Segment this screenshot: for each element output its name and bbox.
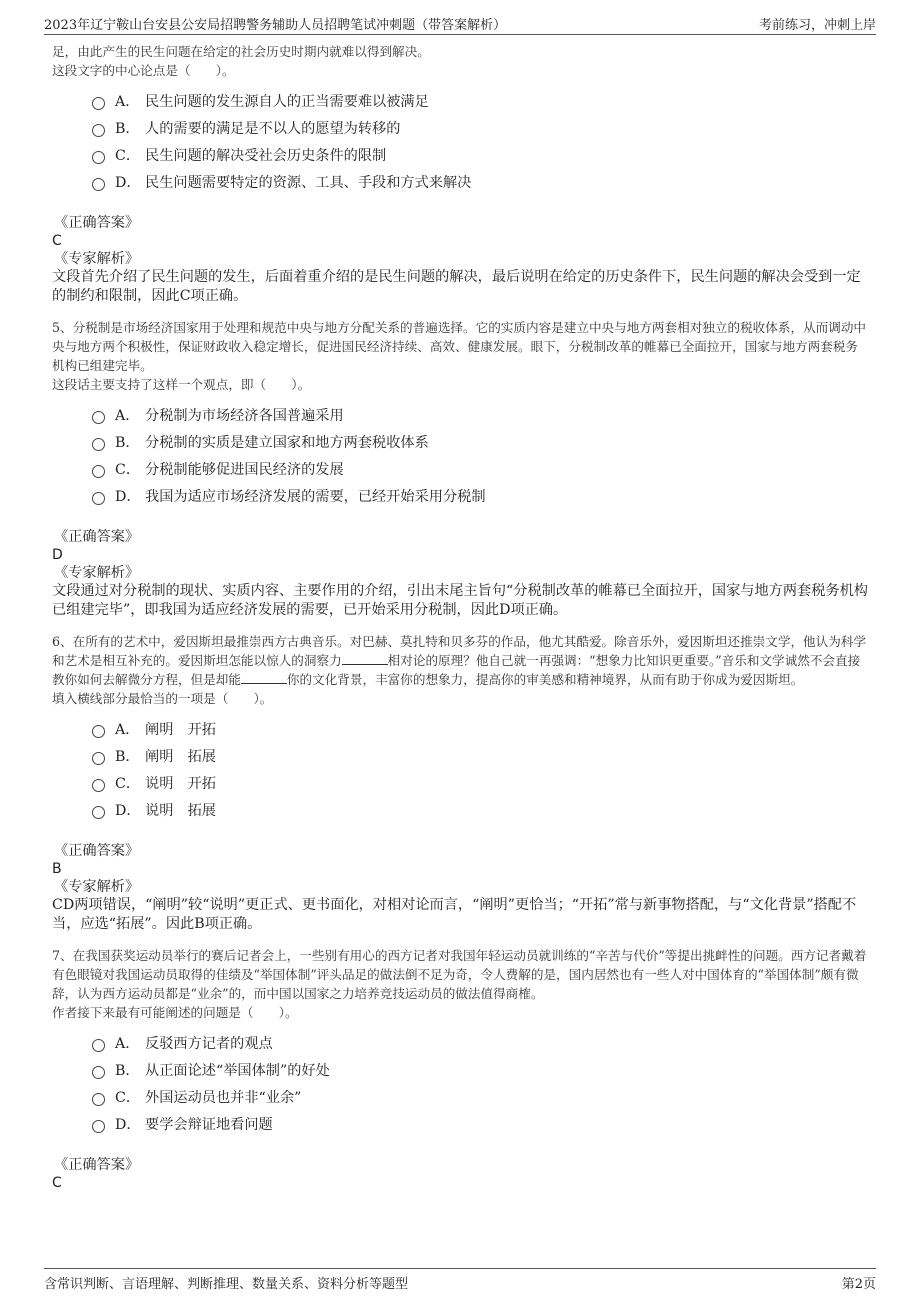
- radio-icon[interactable]: [92, 465, 105, 478]
- option-text: 外国运动员也并非“业余”: [145, 1089, 302, 1106]
- correct-answer-value: B: [52, 861, 62, 877]
- option-text: 说明 开拓: [145, 775, 216, 792]
- question-4-option-c[interactable]: [92, 141, 868, 168]
- document-title: 2023年辽宁鞍山台安县公安局招聘警务辅助人员招聘笔试冲刺题（带答案解析）: [44, 17, 507, 33]
- question-7-stem: 7、在我国获奖运动员举行的赛后记者会上，一些别有用心的西方记者对我国年轻运动员就训练的“辛苦与代价”等提出挑衅性的问题。西方记者戴着有色眼镜对我国运动员取得的佳绩及“举国体制”评头品足的做法倒不足为奇，令人费解的是，国内居然也有一些人对中国体育的“举国体制”颇有微辞，认为西方运动员都是“业余”的，而中国以国家之力培养竞技运动员的做法值得商榷。: [52, 948, 867, 1001]
- question-6: [52, 632, 868, 934]
- option-text: 民生问题的发生源自人的正当需要难以被满足: [145, 93, 429, 110]
- question-6-answer-block: [52, 842, 868, 934]
- expert-analysis-text: 文段通过对分税制的现状、实质内容、主要作用的介绍，引出末尾主旨句“分税制改革的帷幕已全面拉开，国家与地方两套税务机构已组建完毕”，即我国为适应经济发展的需要，已开始采用分税制，因此D项正确。: [52, 583, 868, 618]
- option-letter: C．: [115, 1089, 141, 1106]
- fill-blank-1: [342, 653, 388, 665]
- option-text: 民生问题的解决受社会历史条件的限制: [145, 147, 387, 164]
- question-4-prompt: 这段文字的中心论点是（ ）。: [52, 63, 235, 78]
- radio-icon[interactable]: [92, 725, 105, 738]
- option-text: 从正面论述“举国体制”的好处: [145, 1062, 330, 1079]
- option-letter: D．: [115, 1116, 141, 1133]
- question-7-option-d[interactable]: [92, 1110, 868, 1137]
- question-7-option-a[interactable]: [92, 1029, 868, 1056]
- question-4-option-b[interactable]: [92, 114, 868, 141]
- option-text: 民生问题需要特定的资源、工具、手段和方式来解决: [145, 174, 472, 191]
- expert-analysis-label: 《专家解析》: [54, 879, 140, 895]
- question-5-answer-block: [52, 528, 868, 620]
- footer-note: 含常识判断、言语理解、判断推理、数量关系、资料分析等题型: [44, 1276, 409, 1292]
- radio-icon[interactable]: [92, 492, 105, 505]
- option-letter: D．: [115, 488, 141, 505]
- option-text: 分税制为市场经济各国普遍采用: [145, 407, 344, 424]
- option-letter: B．: [115, 120, 140, 137]
- radio-icon[interactable]: [92, 411, 105, 424]
- question-5-option-d[interactable]: [92, 482, 868, 509]
- question-6-option-c[interactable]: [92, 769, 868, 796]
- expert-analysis-label: 《专家解析》: [54, 565, 140, 581]
- question-7-option-b[interactable]: [92, 1056, 868, 1083]
- question-4-option-a[interactable]: [92, 87, 868, 114]
- expert-analysis-text: 文段首先介绍了民生问题的发生，后面着重介绍的是民生问题的解决，最后说明在给定的历史条件下，民生问题的解决会受到一定的制约和限制，因此C项正确。: [52, 269, 861, 304]
- radio-icon[interactable]: [92, 752, 105, 765]
- question-6-options: [92, 715, 868, 823]
- radio-icon[interactable]: [92, 438, 105, 451]
- question-4-options: [92, 87, 868, 195]
- stem-part-2: 相对论的原理？他自己就一再强调：“想象力比知识更重要。”音乐和文学诚然不会直接教你如何去解微分方程，但是却能: [52, 653, 861, 687]
- question-7: [52, 946, 868, 1192]
- fill-blank-2: [241, 672, 287, 684]
- option-letter: B．: [115, 1062, 140, 1079]
- option-text: 阐明 开拓: [145, 721, 216, 738]
- question-4-answer-block: [52, 214, 868, 306]
- radio-icon[interactable]: [92, 1120, 105, 1133]
- question-5-option-a[interactable]: [92, 401, 868, 428]
- question-7-option-c[interactable]: [92, 1083, 868, 1110]
- question-4: [52, 42, 868, 306]
- option-letter: C．: [115, 461, 141, 478]
- question-6-option-a[interactable]: [92, 715, 868, 742]
- header-slogan: 考前练习，冲刺上岸: [758, 17, 876, 33]
- correct-answer-value: C: [52, 1175, 62, 1191]
- question-6-prompt: 填入横线部分最恰当的一项是（ ）。: [52, 691, 273, 706]
- correct-answer-label: 《正确答案》: [54, 215, 140, 231]
- option-text: 人的需要的满足是不以人的愿望为转移的: [145, 120, 401, 137]
- option-letter: A．: [115, 721, 140, 738]
- footer-divider: [44, 1268, 876, 1269]
- page-content: [52, 42, 868, 1192]
- question-5-option-b[interactable]: [92, 428, 868, 455]
- question-6-option-b[interactable]: [92, 742, 868, 769]
- correct-answer-value: D: [52, 547, 63, 563]
- question-5-options: [92, 401, 868, 509]
- radio-icon[interactable]: [92, 97, 105, 110]
- option-letter: A．: [115, 1035, 140, 1052]
- option-text: 说明 拓展: [145, 802, 216, 819]
- question-6-stem: [52, 632, 868, 689]
- radio-icon[interactable]: [92, 1093, 105, 1106]
- question-4-stem-tail: 足，由此产生的民生问题在给定的社会历史时期内就难以得到解决。: [52, 44, 430, 59]
- question-7-answer-block: [52, 1156, 868, 1192]
- stem-part-3: 你的文化背景，丰富你的想象力，提高你的审美感和精神境界，从而有助于你成为爱因斯坦。: [286, 672, 804, 687]
- option-letter: A．: [115, 93, 140, 110]
- question-7-prompt: 作者接下来最有可能阐述的问题是（ ）。: [52, 1005, 298, 1020]
- question-4-option-d[interactable]: [92, 168, 868, 195]
- correct-answer-label: 《正确答案》: [54, 1157, 140, 1173]
- option-letter: C．: [115, 147, 141, 164]
- option-letter: A．: [115, 407, 140, 424]
- radio-icon[interactable]: [92, 151, 105, 164]
- option-text: 阐明 拓展: [145, 748, 216, 765]
- option-text: 我国为适应市场经济发展的需要，已经开始采用分税制: [145, 488, 486, 505]
- radio-icon[interactable]: [92, 124, 105, 137]
- question-7-options: [92, 1029, 868, 1137]
- page-footer: [44, 1272, 876, 1292]
- question-5-stem: 5、分税制是市场经济国家用于处理和规范中央与地方分配关系的普遍选择。它的实质内容是建立中央与地方两套相对独立的税收体系，从而调动中央与地方两个积极性，保证财政收入稳定增长，促进国民经济持续、高效、健康发展。眼下，分税制改革的帷幕已全面拉开，国家与地方两套税务机构已组建完毕。: [52, 320, 867, 373]
- stem-part-1: 6、在所有的艺术中，爱因斯坦最推崇西方古典音乐。对巴赫、莫扎特和贝多芬的作品，他尤其酷爱。除音乐外，爱因斯坦还推崇文学，他认为科学和艺术是相互补充的。爱因斯坦怎能以惊人的洞察力: [52, 634, 867, 668]
- expert-analysis-text: CD两项错误，“阐明”较“说明”更正式、更书面化，对相对论而言，“阐明”更恰当；“开拓”常与新事物搭配，与“文化背景”搭配不当，应选“拓展”。因此B项正确。: [52, 897, 857, 932]
- radio-icon[interactable]: [92, 178, 105, 191]
- correct-answer-value: C: [52, 233, 62, 249]
- option-text: 分税制能够促进国民经济的发展: [145, 461, 344, 478]
- page-number: 第2页: [841, 1276, 876, 1292]
- question-6-option-d[interactable]: [92, 796, 868, 823]
- correct-answer-label: 《正确答案》: [54, 843, 140, 859]
- question-5-option-c[interactable]: [92, 455, 868, 482]
- radio-icon[interactable]: [92, 779, 105, 792]
- option-letter: D．: [115, 174, 141, 191]
- option-letter: B．: [115, 434, 140, 451]
- option-letter: C．: [115, 775, 141, 792]
- option-text: 要学会辩证地看问题: [145, 1116, 273, 1133]
- radio-icon[interactable]: [92, 1066, 105, 1079]
- page-header: [44, 12, 876, 34]
- correct-answer-label: 《正确答案》: [54, 529, 140, 545]
- radio-icon[interactable]: [92, 806, 105, 819]
- option-text: 反驳西方记者的观点: [145, 1035, 273, 1052]
- question-5-prompt: 这段话主要支持了这样一个观点，即（ ）。: [52, 377, 311, 392]
- option-letter: D．: [115, 802, 141, 819]
- option-text: 分税制的实质是建立国家和地方两套税收体系: [145, 434, 429, 451]
- option-letter: B．: [115, 748, 140, 765]
- expert-analysis-label: 《专家解析》: [54, 251, 140, 267]
- header-divider: [44, 34, 876, 35]
- question-5: [52, 318, 868, 620]
- radio-icon[interactable]: [92, 1039, 105, 1052]
